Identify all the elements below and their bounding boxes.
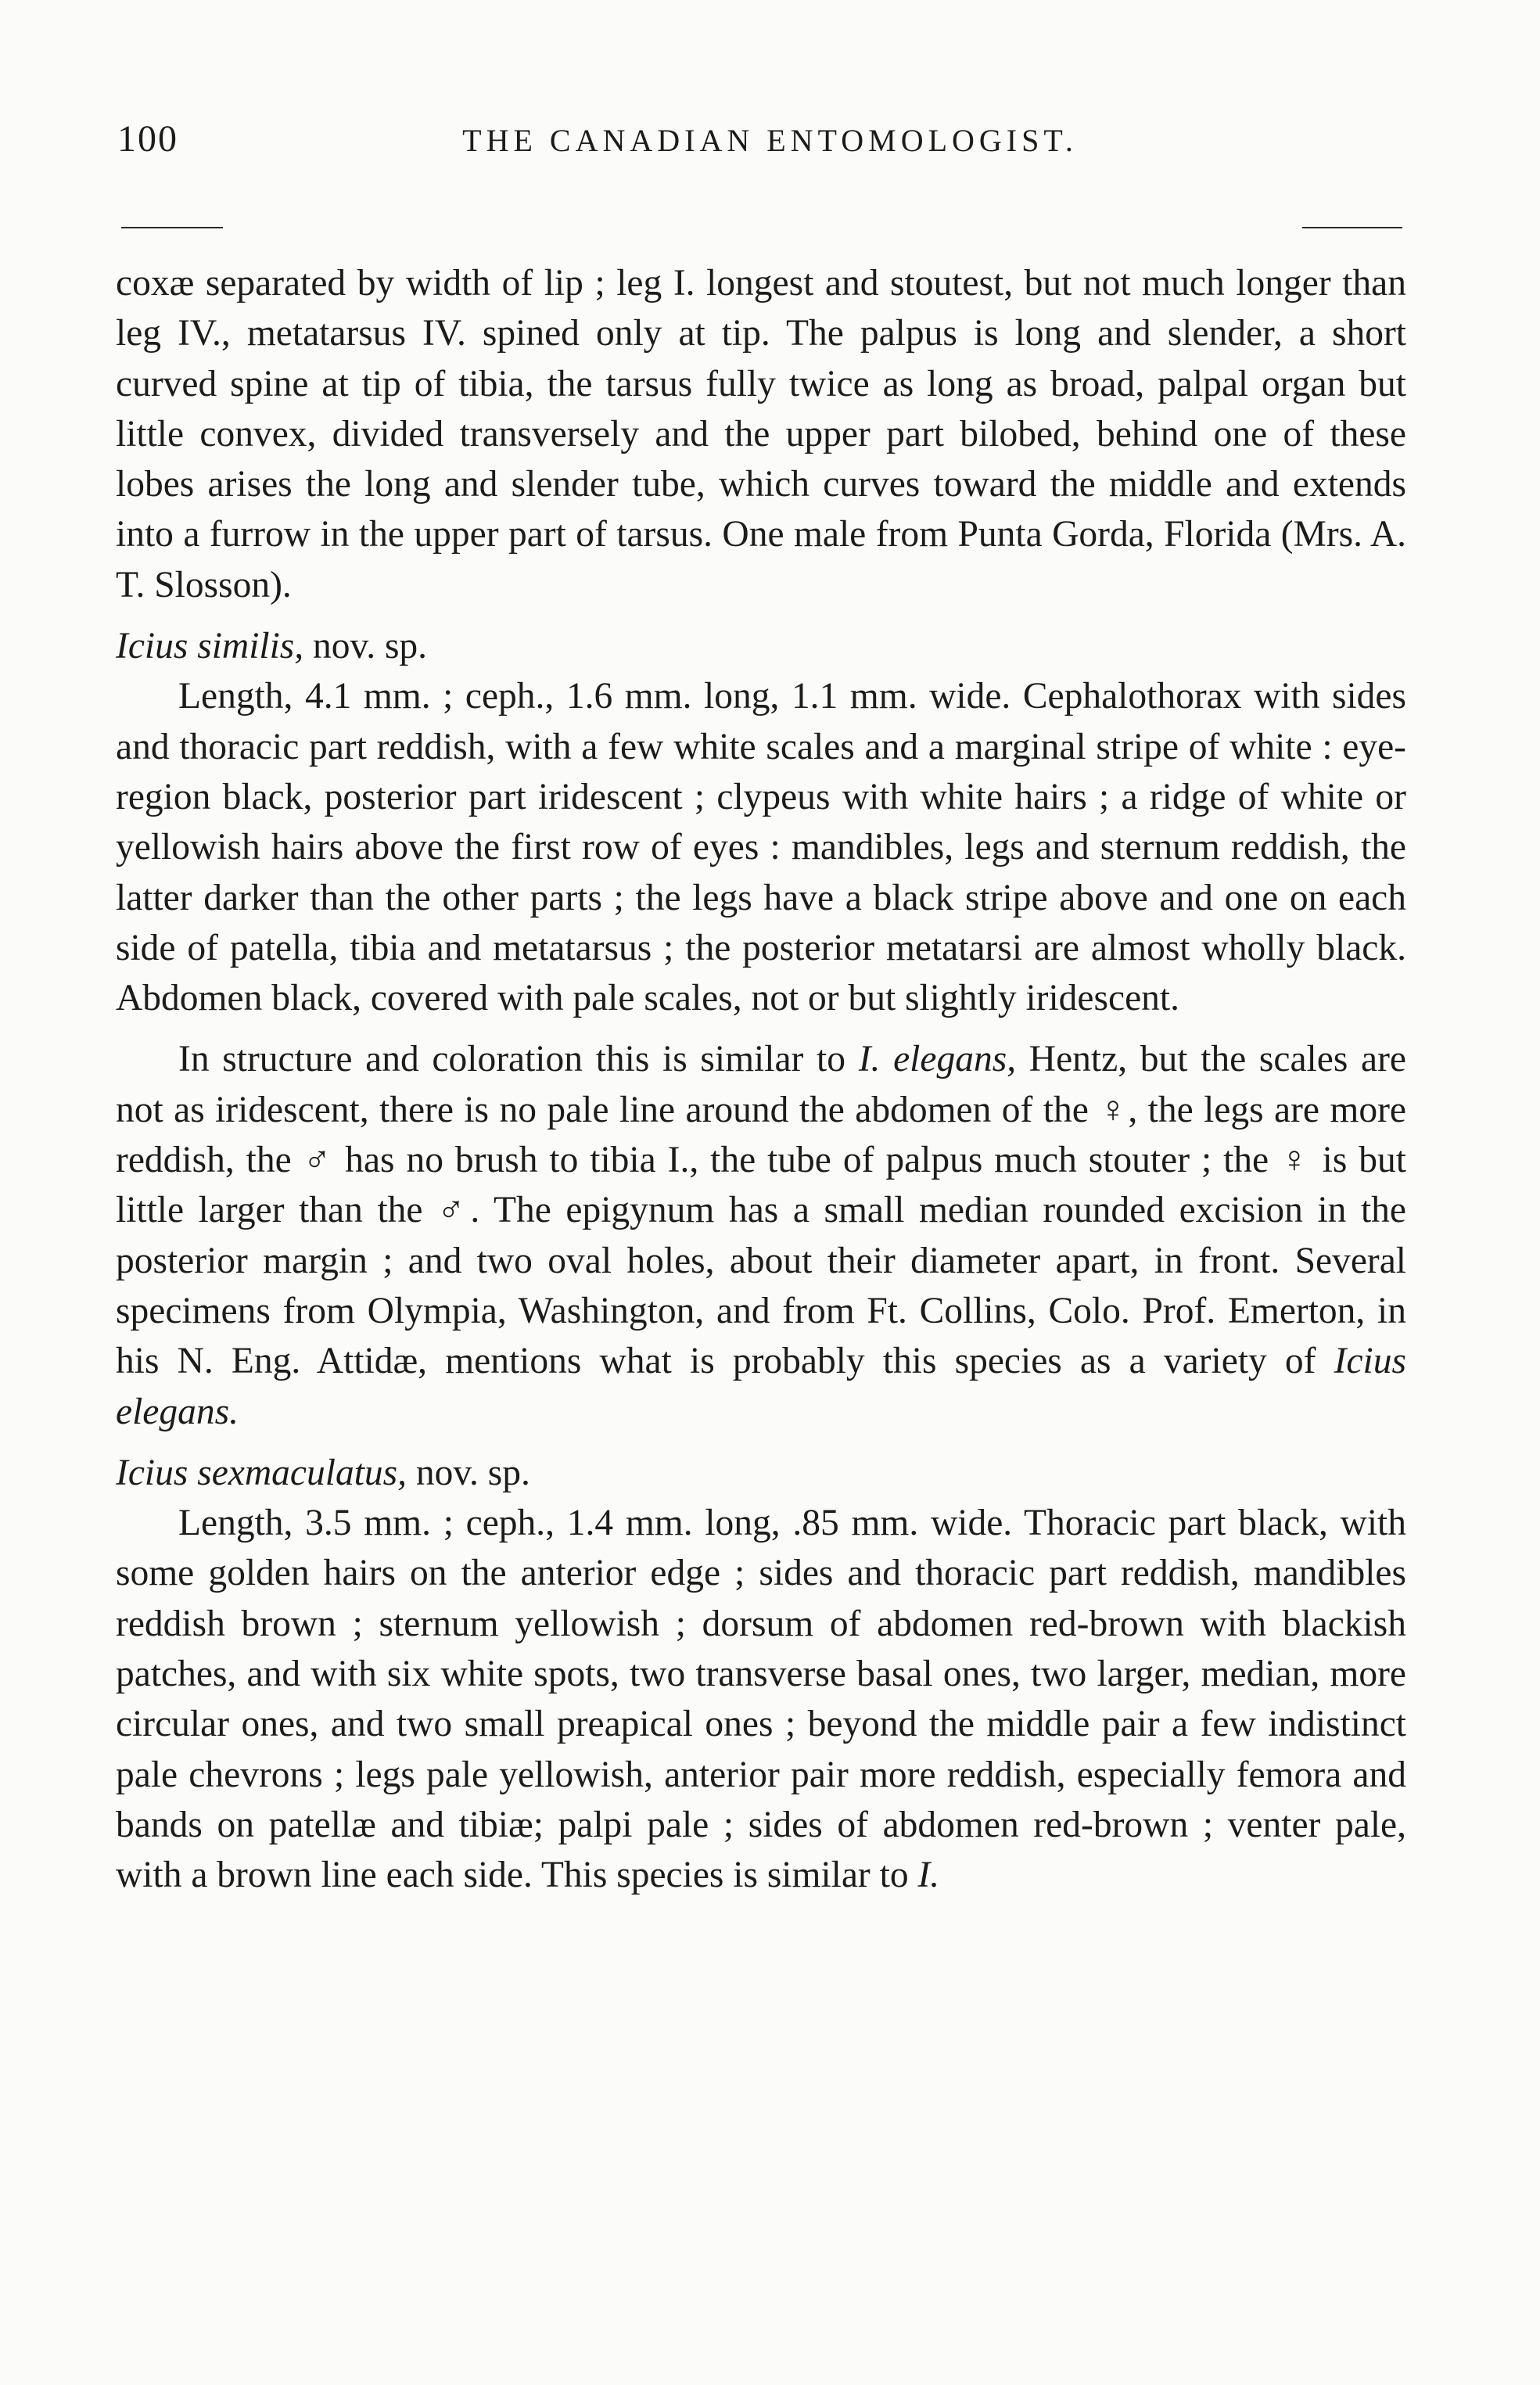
running-title: THE CANADIAN ENTOMOLOGIST. (462, 123, 1078, 158)
remarks-text: Hentz, but the scales are not as iridescent, there is no pale line around the abdomen of the ♀, the legs are more reddish, the ♂ has no brush to tibia I., the tube of palpus much stouter ; the ♀ is but little larger than the ♂. The epigynum has a small median rounded excision in the posterior margin ; and two oval holes, about their diameter apart, in front. Several specimens from Olympia, Washington, and from Ft. Collins, Colo. Prof. Emerton, in his N. Eng. Attidæ, mentions what is probably this species as a variety of (116, 1039, 1406, 1382)
header-rule-right (1302, 227, 1402, 228)
species-name: Icius sexmaculatus, (116, 1452, 407, 1493)
description-text: Length, 3.5 mm. ; ceph., 1.4 mm. long, .85 mm. wide. Thoracic part black, with some golden hairs on the anterior edge ; sides and thoracic part reddish, mandibles reddish brown ; sternum yellowish ; dorsum of abdomen red-brown with blackish patches, and with six white spots, two transverse basal ones, two larger, median, more circular ones, and two small preapical ones ; beyond the middle pair a few indistinct pale chevrons ; legs pale yellowish, anterior pair more reddish, especially femora and bands on patellæ and tibiæ; palpi pale ; sides of abdomen red-brown ; venter pale, with a brown line each side. This species is similar to (116, 1503, 1406, 1896)
remarks-text: In structure and coloration this is similar to (178, 1039, 859, 1080)
species-ref: I. (917, 1855, 940, 1896)
running-header (0, 117, 1540, 180)
page-number: 100 (117, 118, 178, 160)
description-similis: Length, 4.1 mm. ; ceph., 1.6 mm. long, 1.1 mm. wide. Cephalothorax with sides and thoracic part reddish, with a few white scales and a marginal stripe of white : eye-region black, posterior part iridescent ; clypeus with white hairs ; a ridge of white or yellowish hairs above the first row of eyes : mandibles, legs and sternum reddish, the latter darker than the other parts ; the legs have a black stripe above and one on each side of patella, tibia and metatarsus ; the posterior metatarsi are almost wholly black. Abdomen black, covered with pale scales, not or but slightly iridescent. (116, 676, 1406, 1019)
species-heading-sexmaculatus (116, 1448, 1406, 1498)
species-ref: I. elegans, (858, 1039, 1017, 1080)
species-ref: Icius elegans. (116, 1341, 1406, 1432)
paragraph-continued: coxæ separated by width of lip ; leg I. longest and stoutest, but not much longer than leg IV., metatarsus IV. spined only at tip. The palpus is long and slender, a short curved spine at tip of tibia, the tarsus fully twice as long as broad, palpal organ but little convex, divided transversely and the upper part bilobed, behind one of these lobes arises the long and slender tube, which curves toward the middle and extends into a furrow in the upper part of tarsus. One male from Punta Gorda, Florida (Mrs. A. T. Slosson). (116, 263, 1406, 605)
page-body (116, 258, 1406, 1901)
description-sexmaculatus (116, 1498, 1406, 1900)
species-status: nov. sp. (303, 626, 428, 667)
remarks-similis (116, 1034, 1406, 1436)
species-status: nov. sp. (407, 1452, 530, 1493)
species-heading-similis (116, 621, 1406, 671)
header-rule-left (121, 227, 223, 228)
species-name: Icius similis, (116, 626, 304, 667)
